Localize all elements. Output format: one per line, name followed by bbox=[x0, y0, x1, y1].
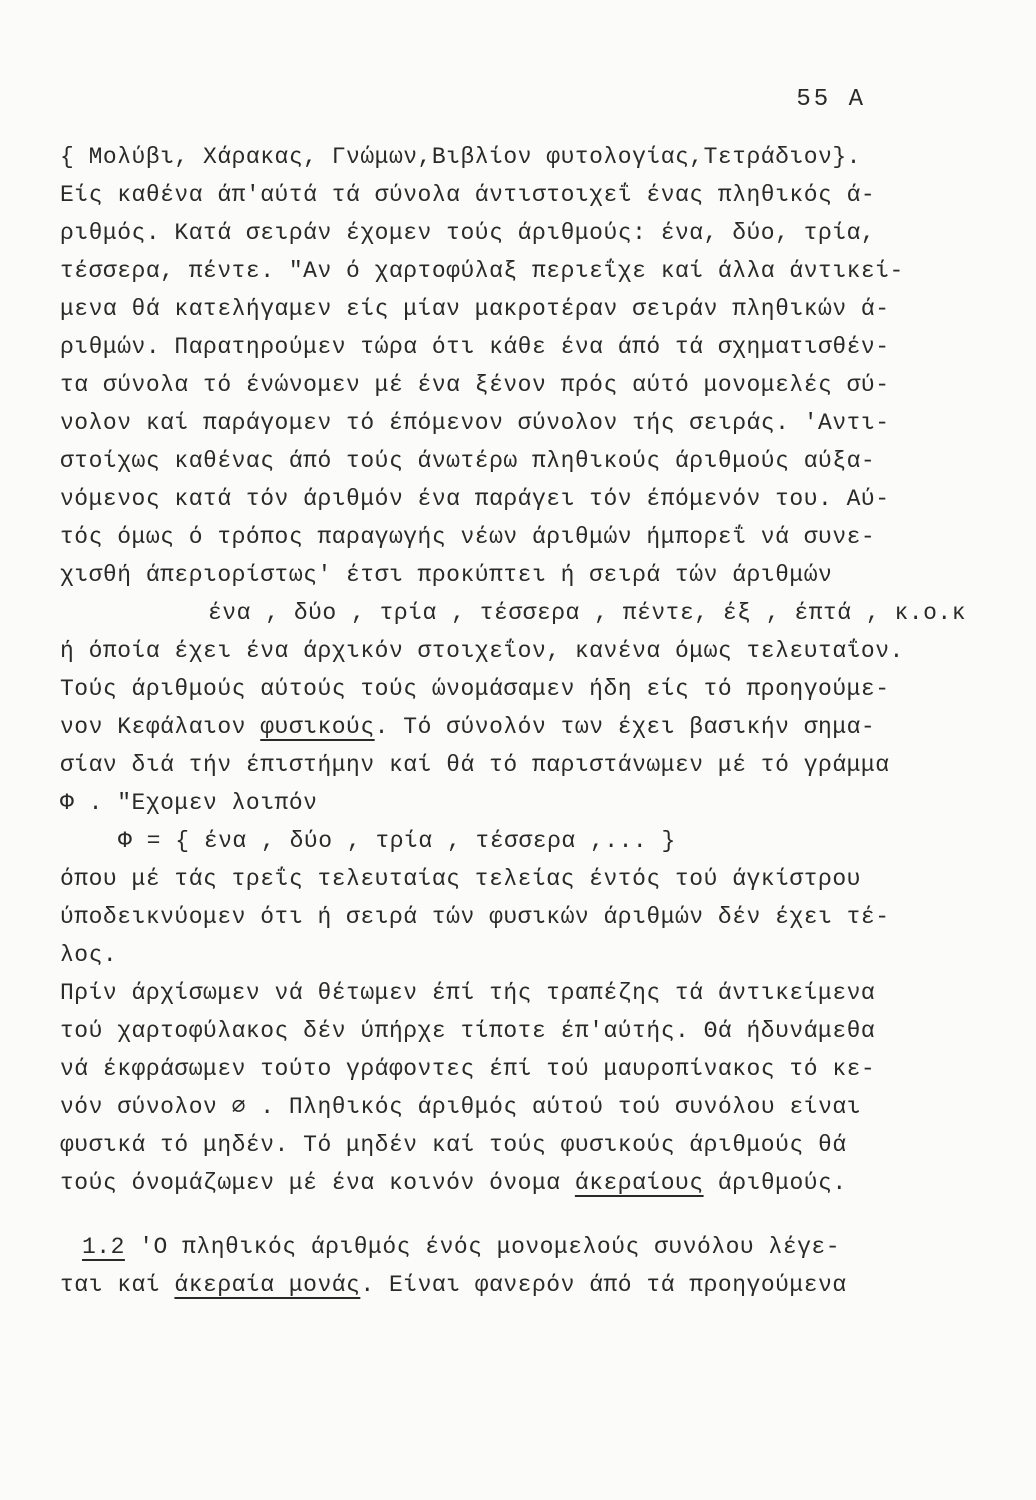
text-line: στοίχως καθένας άπό τούς άνωτέρω πληθικούς άριθμούς αύξα- bbox=[60, 448, 876, 474]
text-line: τα σύνολα τό ένώνομεν μέ ένα ξένον πρός αύτό μονομελές σύ- bbox=[60, 372, 890, 398]
text-line: Είς καθένα άπ'αύτά τά σύνολα άντιστοιχεΐ ένας πληθικός ά- bbox=[60, 182, 876, 208]
text-segment: ται καί bbox=[60, 1272, 175, 1298]
text-line: ριθμών. Παρατηρούμεν τώρα ότι κάθε ένα άπό τά σχηματισθέν- bbox=[60, 334, 890, 360]
text-line: όπου μέ τάς τρεΐς τελευταίας τελείας έντός τού άγκίστρου bbox=[60, 866, 861, 892]
text-line: νολον καί παράγομεν τό έπόμενον σύνολον τής σειράς. 'Αντι- bbox=[60, 410, 890, 436]
text-line: ύποδεικνύομεν ότι ή σειρά τών φυσικών άριθμών δέν έχει τέ- bbox=[60, 904, 890, 930]
text-line: λος. bbox=[60, 942, 118, 968]
text-segment: άριθμούς. bbox=[703, 1170, 847, 1196]
text-line: τός όμως ό τρόπος παραγωγής νέων άριθμών ήμπορεΐ νά συνε- bbox=[60, 524, 876, 550]
text-line: ριθμός. Κατά σειράν έχομεν τούς άριθμούς: ένα, δύο, τρία, bbox=[60, 220, 876, 246]
text-line: νόμενος κατά τόν άριθμόν ένα παράγει τόν έπόμενόν του. Αύ- bbox=[60, 486, 890, 512]
page-number: 55 A bbox=[796, 86, 866, 113]
page-body bbox=[60, 138, 967, 1304]
text-line bbox=[60, 708, 910, 746]
term-natural-numbers: φυσικούς bbox=[260, 714, 375, 740]
text-line: νόν σύνολον ∅ . Πληθικός άριθμός αύτού τού συνόλου είναι bbox=[60, 1094, 861, 1120]
set-formula: Φ = { ένα , δύο , τρία , τέσσερα ,... } bbox=[118, 828, 676, 854]
text-line: Πρίν άρχίσωμεν νά θέτωμεν έπί τής τραπέζης τά άντικείμενα bbox=[60, 980, 876, 1006]
text-line bbox=[60, 1164, 910, 1202]
term-integer-unit: άκεραία μονάς bbox=[174, 1272, 361, 1298]
text-line: τού χαρτοφύλακος δέν ύπήρχε τίποτε έπ'αύτής. Θά ήδυνάμεθα bbox=[60, 1018, 876, 1044]
text-line: ή όποία έχει ένα άρχικόν στοιχεΐον, κανένα όμως τελευταΐον. bbox=[60, 638, 904, 664]
text-segment: τούς όνομάζωμεν μέ ένα κοινόν όνομα bbox=[60, 1170, 575, 1196]
text-line bbox=[60, 1266, 910, 1304]
text-line: σίαν διά τήν έπιστήμην καί θά τό παριστάνωμεν μέ τό γράμμα bbox=[60, 752, 890, 778]
section-1-2-line bbox=[60, 1228, 910, 1266]
text-line: νά έκφράσωμεν τούτο γράφοντες έπί τού μαυροπίνακος τό κε- bbox=[60, 1056, 876, 1082]
text-segment: 'Ο πληθικός άριθμός ένός μονομελούς συνόλου λέγε- bbox=[124, 1234, 841, 1260]
number-sequence-line: ένα , δύο , τρία , τέσσερα , πέντε, έξ , έπτά , κ.ο.κ bbox=[208, 600, 967, 626]
section-number: 1.2 bbox=[82, 1234, 125, 1260]
text-line: φυσικά τό μηδέν. Τό μηδέν καί τούς φυσικούς άριθμούς θά bbox=[60, 1132, 847, 1158]
text-segment: . Τό σύνολόν των έχει βασικήν σημα- bbox=[374, 714, 876, 740]
text-segment: νον Κεφάλαιον bbox=[60, 714, 261, 740]
text-line: Φ . "Εχομεν λοιπόν bbox=[60, 790, 318, 816]
term-integers: άκεραίους bbox=[574, 1170, 704, 1196]
text-line: χισθή άπεριορίστως' έτσι προκύπτει ή σειρά τών άριθμών bbox=[60, 562, 833, 588]
text-line: μενα θά κατελήγαμεν είς μίαν μακροτέραν σειράν πληθικών ά- bbox=[60, 296, 890, 322]
text-line: Τούς άριθμούς αύτούς τούς ώνομάσαμεν ήδη είς τό προηγούμε- bbox=[60, 676, 890, 702]
text-line: { Μολύβι, Χάρακας, Γνώμων,Βιβλίον φυτολογίας,Τετράδιον}. bbox=[60, 144, 861, 170]
text-line: τέσσερα, πέντε. "Αν ό χαρτοφύλαξ περιεΐχε καί άλλα άντικεί- bbox=[60, 258, 904, 284]
text-segment: . Είναι φανερόν άπό τά προηγούμενα bbox=[360, 1272, 847, 1298]
